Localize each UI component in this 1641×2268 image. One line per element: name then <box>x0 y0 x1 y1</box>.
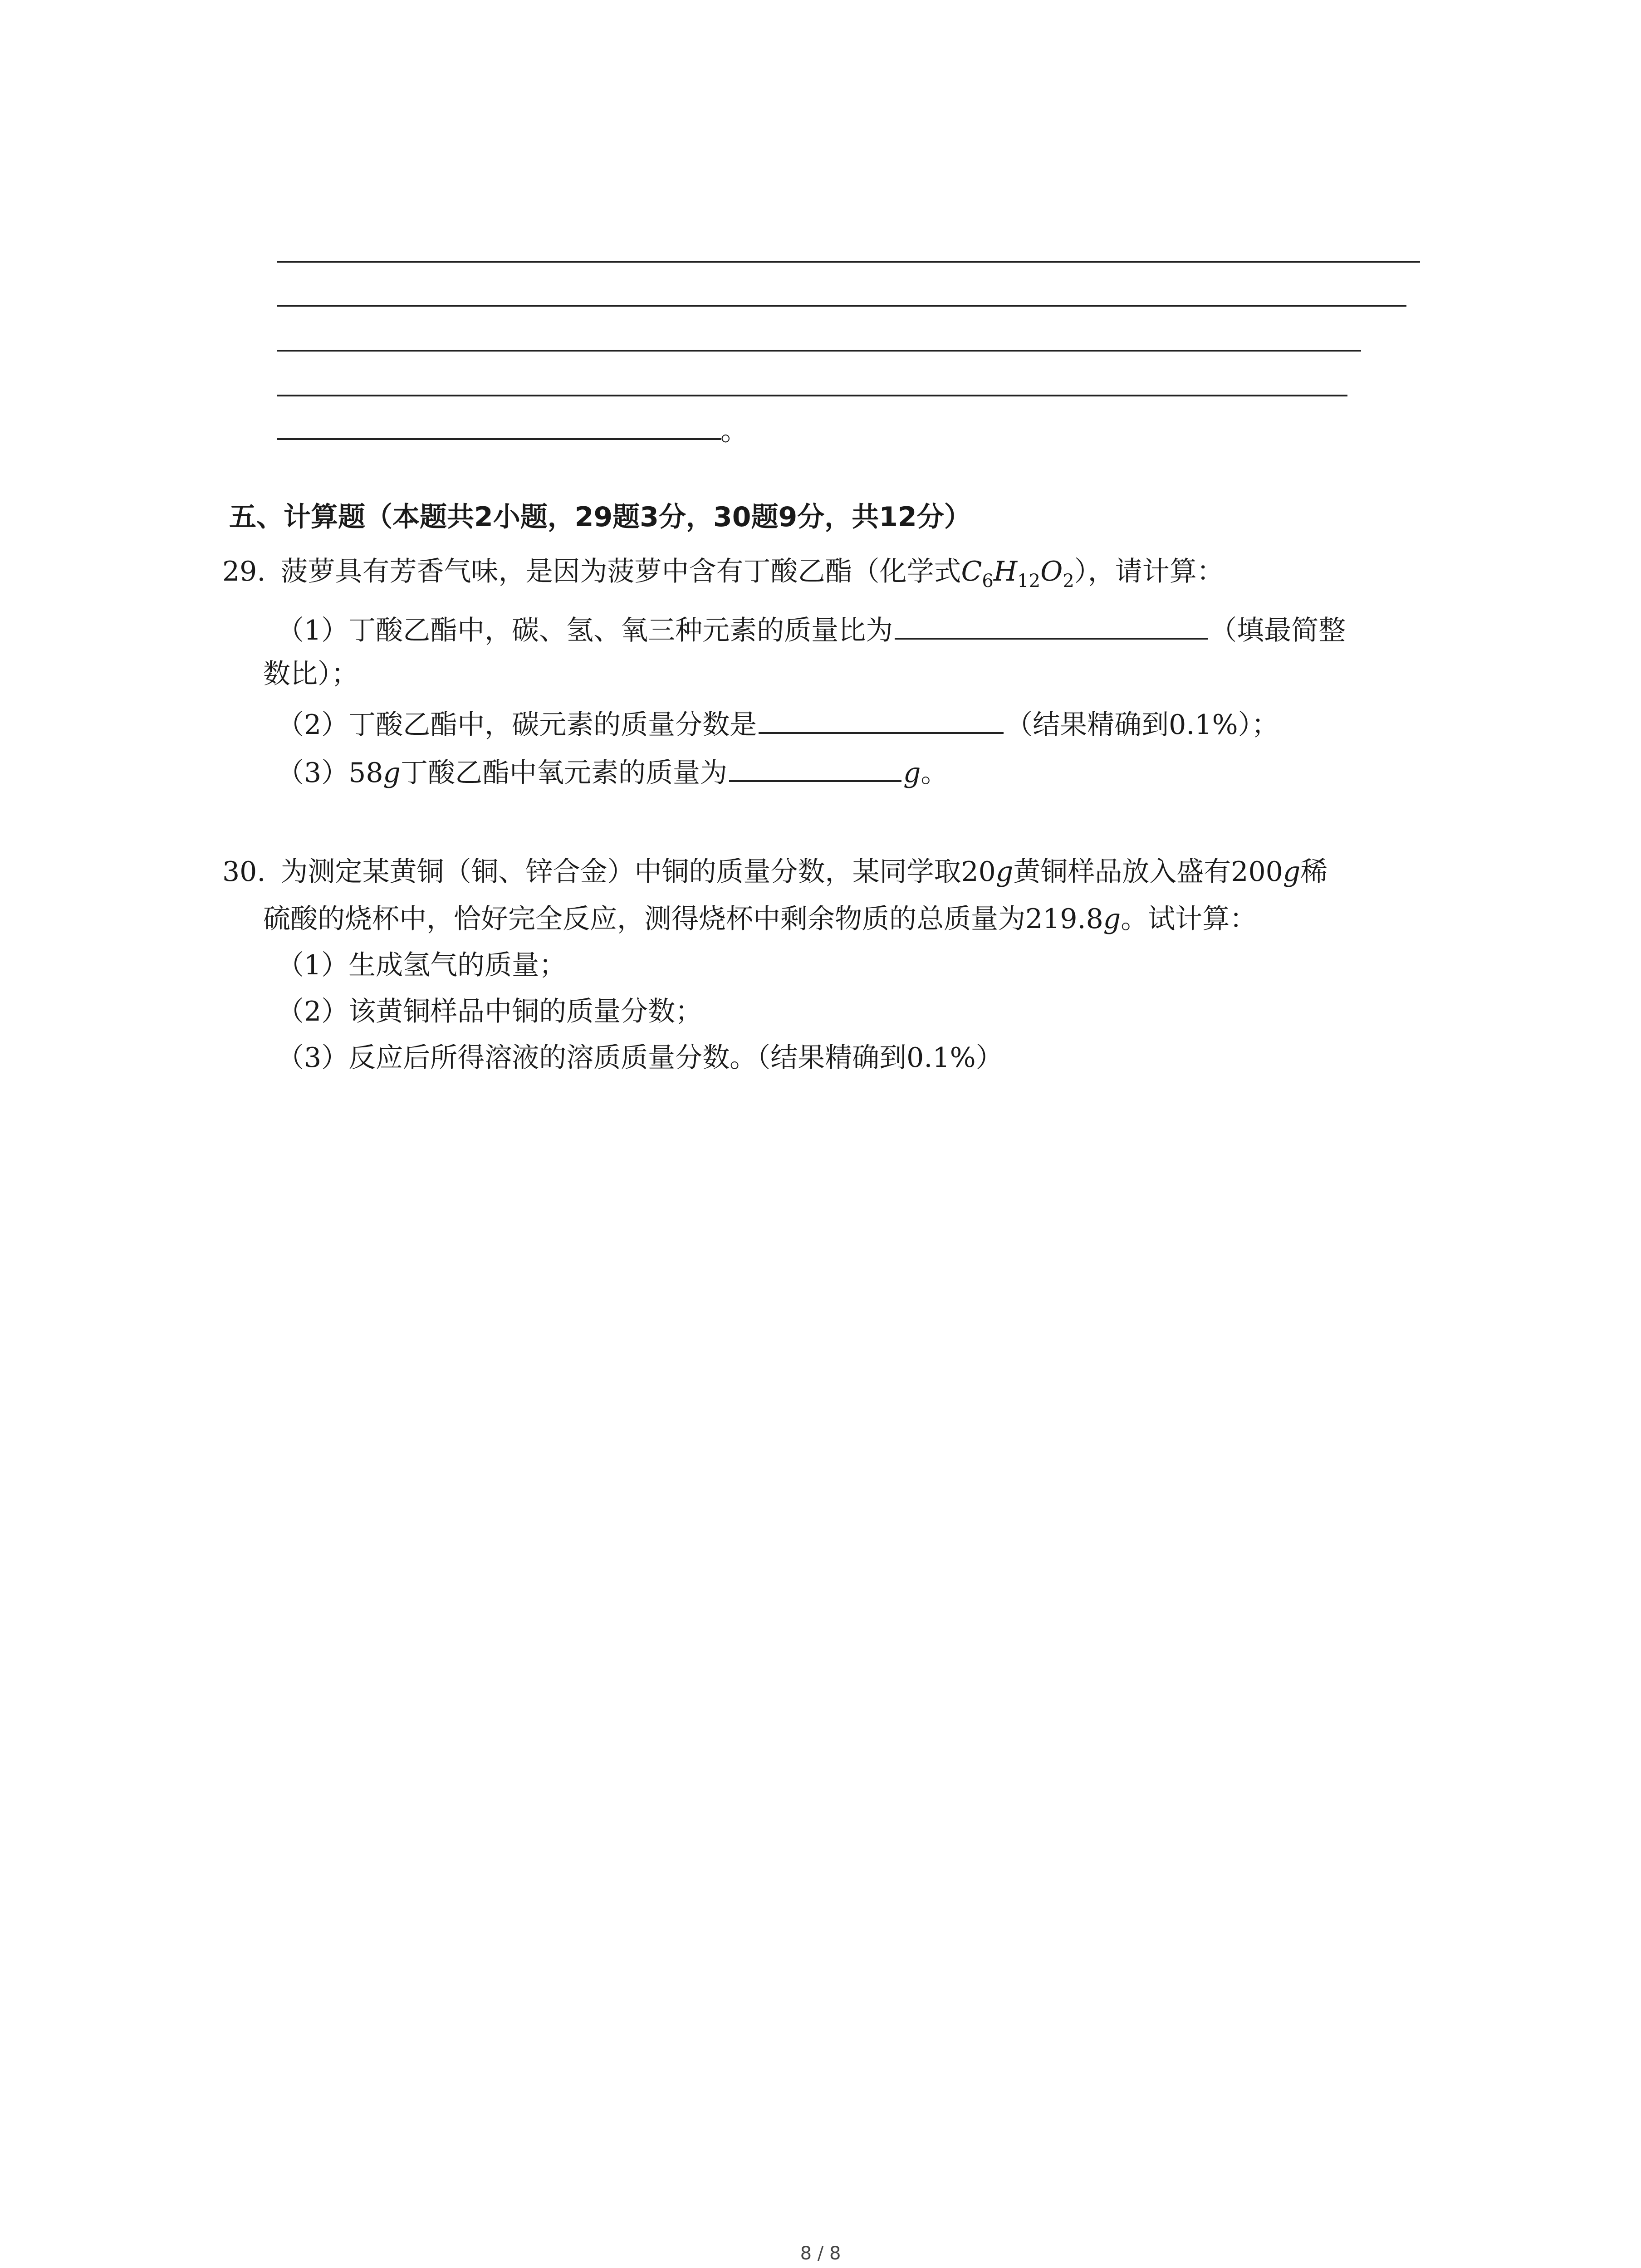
formula-o: O <box>1040 556 1063 587</box>
formula-c-sub: 6 <box>982 571 994 591</box>
q30-g3: g <box>1103 903 1121 935</box>
q30-line1 <box>222 854 1327 890</box>
q29-part3-unit: g <box>383 757 401 789</box>
answer-line-2 <box>277 305 1406 307</box>
formula-h-sub: 12 <box>1017 571 1041 591</box>
q30-line1-b: 黄铜样品放入盛有200 <box>1013 856 1283 888</box>
q29-part2 <box>277 706 1279 743</box>
q29-part3-blank[interactable] <box>729 754 901 782</box>
q30-line2-b: 。试计算： <box>1121 903 1257 935</box>
q29-part2-after: （结果精确到0.1%）； <box>1005 709 1279 741</box>
q30-g1: g <box>995 856 1014 888</box>
q30-line1-c: 稀 <box>1300 856 1328 888</box>
q29-part1-cont: 数比）； <box>263 658 358 690</box>
answer-line-4 <box>277 395 1347 396</box>
answer-period: 。 <box>720 414 749 447</box>
answer-line-5 <box>277 438 721 440</box>
q30-part2: （2）该黄铜样品中铜的质量分数； <box>277 996 703 1027</box>
formula-c: C <box>961 556 982 587</box>
q29-part1-blank[interactable] <box>895 611 1208 640</box>
q29-part1 <box>277 611 1346 649</box>
answer-line-1 <box>277 261 1420 263</box>
q30-line1-a: 为测定某黄铜（铜、锌合金）中铜的质量分数，某同学取20 <box>280 856 996 888</box>
section-title: 五、计算题（本题共2小题，29题3分，30题9分，共12分） <box>229 501 971 533</box>
q29-part2-text: （2）丁酸乙酯中，碳元素的质量分数是 <box>277 709 757 741</box>
q30-line2 <box>263 901 1257 937</box>
q29-stem-after: ），请计算： <box>1074 556 1224 587</box>
q29-part1-text: （1）丁酸乙酯中，碳、氢、氧三种元素的质量比为 <box>277 615 893 646</box>
q30-part3: （3）反应后所得溶液的溶质质量分数。（结果精确到0.1%） <box>277 1042 1003 1074</box>
formula-o-sub: 2 <box>1063 571 1074 591</box>
q29-part3-end: 。 <box>921 757 948 789</box>
q29-stem <box>222 553 1224 599</box>
q29-part3-after-unit: g <box>903 757 921 789</box>
q29-number: 29. <box>222 556 266 587</box>
q29-part3-text-b: 丁酸乙酯中氧元素的质量为 <box>400 757 727 789</box>
answer-line-3 <box>277 350 1361 352</box>
q29-formula <box>961 556 1074 591</box>
q30-line2-a: 硫酸的烧杯中，恰好完全反应，测得烧杯中剩余物质的总质量为219.8 <box>263 903 1103 935</box>
page-number: 8 / 8 <box>800 2243 841 2264</box>
q30-g2: g <box>1283 856 1301 888</box>
q29-stem-before: 菠萝具有芳香气味，是因为菠萝中含有丁酸乙酯（化学式 <box>280 556 961 587</box>
q29-part2-blank[interactable] <box>759 706 1004 734</box>
q29-part1-after: （填最简整 <box>1210 615 1346 646</box>
q30-number: 30. <box>222 856 266 888</box>
q30-part1: （1）生成氢气的质量； <box>277 949 567 981</box>
formula-h: H <box>993 556 1018 587</box>
q29-part3 <box>277 754 948 791</box>
q29-part3-text-a: （3）58 <box>277 757 383 789</box>
